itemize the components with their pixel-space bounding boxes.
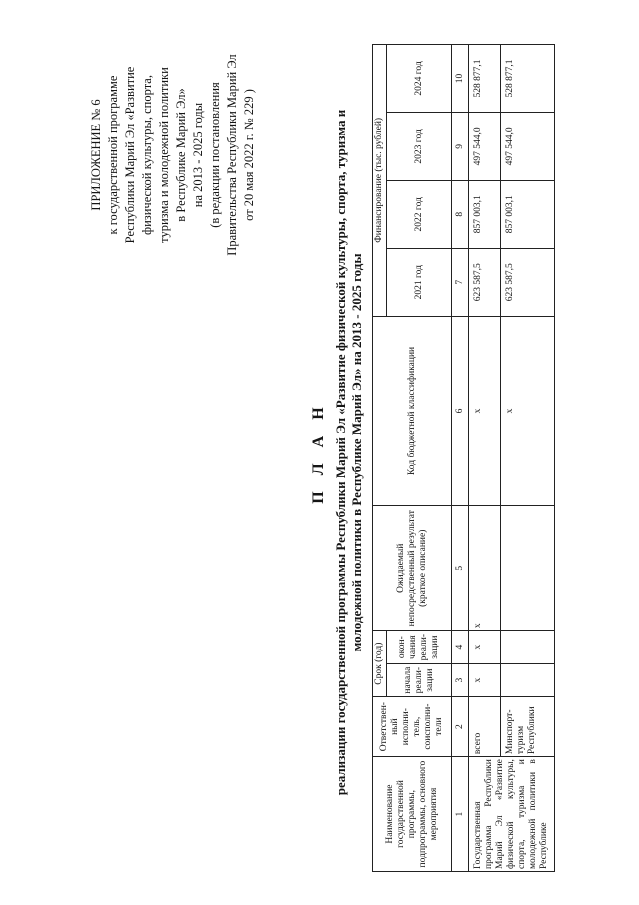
appendix-line: к государственной программе xyxy=(106,75,120,235)
term-end-cell xyxy=(501,631,555,664)
amount-2023-cell: 497 544,0 xyxy=(469,112,501,180)
responsible-cell: Минспорт-туризм Республики xyxy=(501,697,555,757)
amount-2024-cell: 528 877,1 xyxy=(469,45,501,113)
appendix-line: от 20 мая 2022 г. № 229 ) xyxy=(242,89,256,221)
column-number: 10 xyxy=(452,45,469,113)
appendix-line: туризма и молодежной политики xyxy=(157,67,171,243)
appendix-line: в Республике Марий Эл» xyxy=(174,88,188,222)
header-row xyxy=(373,45,387,872)
column-number-row xyxy=(452,45,469,872)
column-number: 9 xyxy=(452,112,469,180)
result-cell: х xyxy=(469,506,501,631)
header-result: Ожидаемый непосредственный результат (краткое описание) xyxy=(373,506,452,631)
header-year-2024: 2024 год xyxy=(387,45,452,113)
plan-table xyxy=(372,44,555,872)
term-start-cell: х xyxy=(469,664,501,697)
header-budget-code: Код бюджетной классификации xyxy=(373,316,452,506)
page-title: П Л А Н xyxy=(310,401,327,504)
column-number: 7 xyxy=(452,248,469,316)
appendix-line: (в редакции постановления xyxy=(208,82,222,228)
table-row xyxy=(469,45,501,872)
column-number: 5 xyxy=(452,506,469,631)
header-year-2021: 2021 год xyxy=(387,248,452,316)
responsible-cell: всего xyxy=(469,697,501,757)
subtitle-line: молодежной политики в Республике Марий Эл» на 2013 - 2025 годы xyxy=(349,253,364,652)
appendix-line: физической культуры, спорта, xyxy=(140,75,154,235)
amount-2021-cell: 623 587,5 xyxy=(501,248,555,316)
result-cell xyxy=(501,506,555,631)
appendix-line: ПРИЛОЖЕНИЕ № 6 xyxy=(89,99,103,211)
header-name: Наименование государственной программы, подпрограммы, основного мероприятия xyxy=(373,757,452,872)
header-year-2022: 2022 год xyxy=(387,180,452,248)
header-term-start: начала реали-зации xyxy=(387,664,452,697)
amount-2021-cell: 623 587,5 xyxy=(469,248,501,316)
column-number: 3 xyxy=(452,664,469,697)
amount-2022-cell: 857 003,1 xyxy=(469,180,501,248)
appendix-line: на 2013 - 2025 годы xyxy=(191,102,205,208)
page-subtitle xyxy=(333,100,365,805)
budget-code-cell: х xyxy=(469,316,501,506)
column-number: 8 xyxy=(452,180,469,248)
header-responsible: Ответствен-ный исполни-тель, соисполни-тели xyxy=(373,697,452,757)
amount-2023-cell: 497 544,0 xyxy=(501,112,555,180)
budget-code-cell: х xyxy=(501,316,555,506)
term-start-cell xyxy=(501,664,555,697)
header-financing: Финансирование (тыс. рублей) xyxy=(373,45,387,317)
table-row xyxy=(501,45,555,872)
amount-2022-cell: 857 003,1 xyxy=(501,180,555,248)
column-number: 2 xyxy=(452,697,469,757)
appendix-header xyxy=(88,45,258,265)
header-term: Срок (год) xyxy=(373,631,387,697)
appendix-line: Правительства Республики Марий Эл xyxy=(225,54,239,256)
term-end-cell: х xyxy=(469,631,501,664)
amount-2024-cell: 528 877,1 xyxy=(501,45,555,113)
column-number: 4 xyxy=(452,631,469,664)
header-term-end: окон-чания реали-зации xyxy=(387,631,452,664)
program-name-cell: Государственная программа Республики Марий Эл «Развитие физической культуры, спорта, туризма и молодежной политики в Республике xyxy=(469,757,555,872)
header-year-2023: 2023 год xyxy=(387,112,452,180)
column-number: 6 xyxy=(452,316,469,506)
appendix-line: Республики Марий Эл «Развитие xyxy=(123,66,137,244)
subtitle-line: реализации государственной программы Республики Марий Эл «Развитие физической культуры, спорта, туризма и xyxy=(333,109,348,796)
column-number: 1 xyxy=(452,757,469,872)
